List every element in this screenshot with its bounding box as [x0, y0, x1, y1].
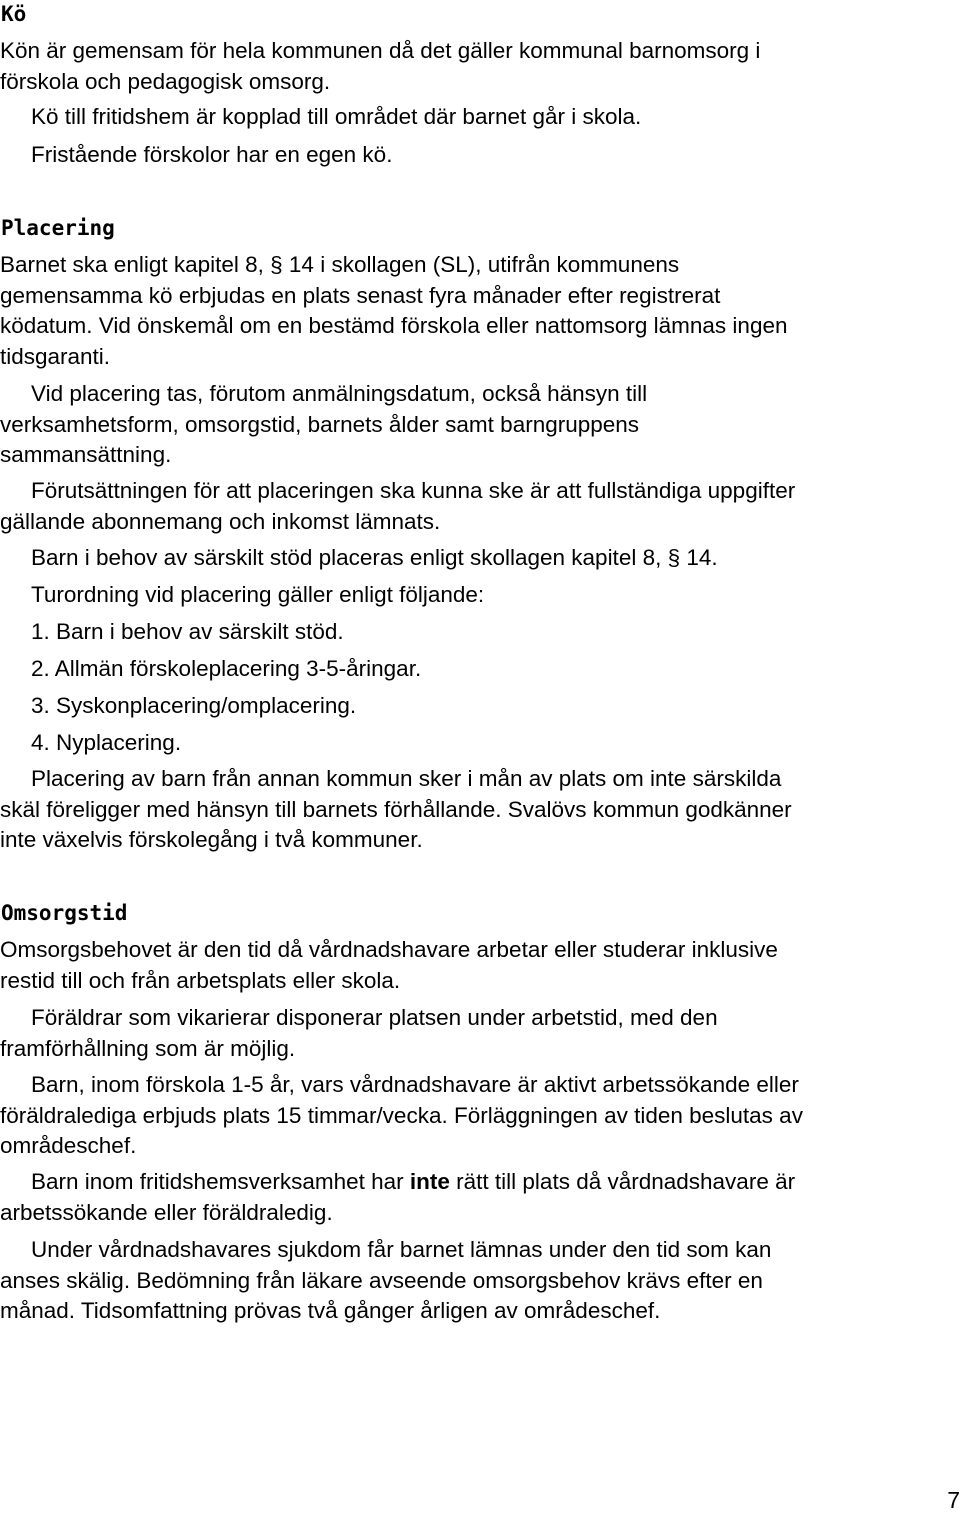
text-line: Vid placering tas, förutom anmälningsdatum, också hänsyn till — [31, 381, 648, 406]
text-line: förskola och pedagogisk omsorg. — [0, 68, 331, 94]
heading-omsorgstid: Omsorgstid — [1, 901, 128, 925]
text-line — [0, 1167, 940, 1198]
text-line: tidsgaranti. — [0, 343, 111, 369]
paragraph-placering-5 — [0, 580, 940, 611]
paragraph-placering-3 — [0, 476, 940, 537]
paragraph-placering-4 — [0, 543, 940, 574]
text-fragment: 14 i skollagen (SL), utifrån kommunens — [282, 252, 680, 277]
text-fragment: Barn i behov av särskilt stöd placeras enligt skollagen kapitel 8, — [31, 545, 668, 570]
text-line: gällande abonnemang och inkomst lämnats. — [0, 508, 441, 534]
paragraph-placering-2 — [0, 379, 940, 471]
text-line: Föräldrar som vikarierar disponerar platsen under arbetstid, med den — [31, 1005, 718, 1030]
text-line: Fristående förskolor har en egen kö. — [31, 142, 393, 167]
list-item — [0, 728, 940, 759]
paragraph-placering-6 — [0, 764, 940, 856]
emphasis-inte: inte — [409, 1169, 450, 1194]
text-line — [0, 543, 940, 574]
text-line: Kö till fritidshem är kopplad till området där barnet går i skola. — [31, 104, 642, 129]
text-line: Under vårdnadshavares sjukdom får barnet lämnas under den tid som kan — [31, 1237, 772, 1262]
paragraph-placering-1 — [0, 250, 940, 372]
text-line — [0, 250, 940, 281]
section-sign: § — [270, 252, 283, 277]
text-line: ködatum. Vid önskemål om en bestämd förskola eller nattomsorg lämnas ingen — [0, 313, 788, 338]
paragraph-omsorgstid-5 — [0, 1235, 940, 1327]
list-item — [0, 691, 940, 722]
paragraph-ko-2 — [0, 102, 940, 133]
paragraph-ko-3 — [0, 140, 940, 171]
text-line: restid till och från arbetsplats eller skola. — [0, 967, 401, 993]
heading-placering: Placering — [1, 216, 115, 240]
text-line: gemensamma kö erbjudas en plats senast fyra månader efter registrerat — [0, 282, 721, 308]
text-line: 2. Allmän förskoleplacering 3-5-åringar. — [31, 656, 422, 681]
paragraph-omsorgstid-3 — [0, 1070, 940, 1162]
text-fragment: Barn inom fritidshemsverksamhet har — [31, 1169, 410, 1194]
text-line: Turordning vid placering gäller enligt följande: — [31, 582, 485, 607]
text-line: månad. Tidsomfattning prövas två gånger årligen av områdeschef. — [0, 1298, 661, 1323]
text-line: inte växelvis förskolegång i två kommuner. — [0, 827, 423, 852]
list-item — [0, 654, 940, 685]
text-line: områdeschef. — [0, 1133, 137, 1158]
text-fragment: rätt till plats då vårdnadshavare är — [449, 1169, 796, 1194]
text-line: framförhållning som är möjlig. — [0, 1035, 296, 1061]
text-line: skäl föreligger med hänsyn till barnets förhållande. Svalövs kommun godkänner — [0, 796, 792, 822]
paragraph-omsorgstid-4 — [0, 1167, 940, 1228]
text-line: Omsorgsbehovet är den tid då vårdnadshavare arbetar eller studerar inklusive — [0, 937, 778, 962]
text-line: anses skälig. Bedömning från läkare avseende omsorgsbehov krävs efter en — [0, 1267, 763, 1293]
paragraph-omsorgstid-2 — [0, 1003, 940, 1064]
text-fragment: Barnet ska enligt kapitel 8, — [0, 252, 271, 277]
text-line: föräldralediga erbjuds plats 15 timmar/vecka. Förläggningen av tiden beslutas av — [0, 1102, 803, 1128]
section-sign: § — [667, 545, 681, 570]
heading-ko: Kö — [1, 2, 27, 26]
text-line: sammansättning. — [0, 442, 172, 467]
list-item — [0, 617, 940, 648]
text-line: Kön är gemensam för hela kommunen då det gäller kommunal barnomsorg i — [0, 38, 761, 63]
text-line: 1. Barn i behov av särskilt stöd. — [31, 619, 344, 644]
text-line: 4. Nyplacering. — [31, 730, 182, 755]
page-number: 7 — [947, 1487, 960, 1513]
text-line: Förutsättningen för att placeringen ska kunna ske är att fullständiga uppgifter — [31, 478, 796, 503]
paragraph-ko-1 — [0, 36, 940, 97]
paragraph-omsorgstid-1 — [0, 935, 940, 996]
text-line: arbetssökande eller föräldraledig. — [0, 1199, 333, 1225]
text-line: Placering av barn från annan kommun sker i mån av plats om inte särskilda — [31, 766, 782, 791]
text-line: 3. Syskonplacering/omplacering. — [31, 693, 357, 718]
text-line: verksamhetsform, omsorgstid, barnets ålder samt barngruppens — [0, 411, 640, 437]
text-line: Barn, inom förskola 1-5 år, vars vårdnadshavare är aktivt arbetssökande eller — [31, 1072, 799, 1097]
text-fragment: 14. — [680, 545, 718, 570]
